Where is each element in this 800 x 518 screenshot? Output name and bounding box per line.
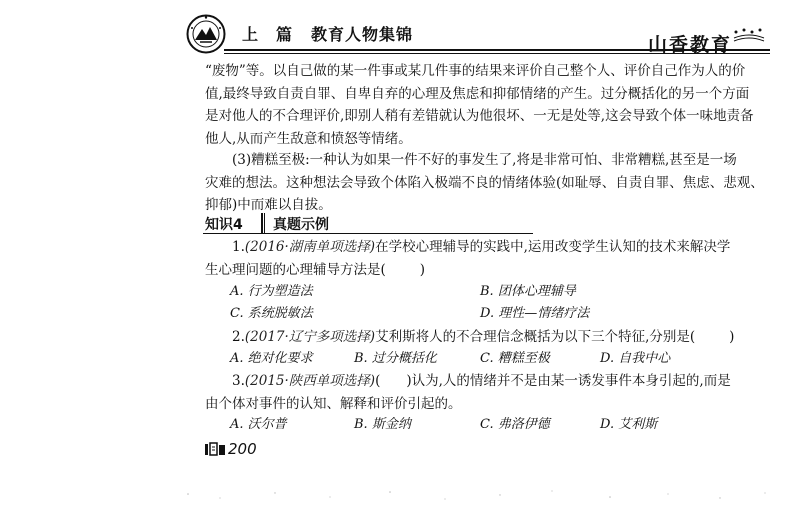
text-line: 值,最终导致自责自罪、自卑自弃的心理及焦虑和抑郁情绪的产生。过分概括化的另一个方面 <box>205 85 750 102</box>
book-mark-icon <box>204 442 226 456</box>
answer-paren-close: ) <box>729 329 735 345</box>
question-line <box>205 326 767 349</box>
text-line: 抑郁)中而难以自拔。 <box>205 197 332 213</box>
question-line <box>205 236 767 259</box>
paragraph-overgeneralization <box>205 60 767 150</box>
question-source: (2017·辽宁多项选择) <box>244 329 376 345</box>
question-stem: 认为,人的情绪并不是由某一诱发事件本身引起的,而是 <box>411 373 731 389</box>
question-2 <box>205 326 767 349</box>
option-b: B. 团体心理辅导 <box>480 284 576 299</box>
option-a: A. 沃尔普 <box>230 417 287 432</box>
option-c: C. 弗洛伊德 <box>480 417 550 432</box>
section-heading <box>203 212 533 234</box>
header-subtitle: 教育人物集锦 <box>311 25 414 44</box>
brand-name: 山香教育 <box>647 34 732 56</box>
page-number: 200 <box>228 440 257 458</box>
question-number: 3. <box>232 373 245 389</box>
option-a: A. 行为塑造法 <box>230 284 313 299</box>
header-rule-thin <box>224 53 770 54</box>
option-c: C. 系统脱敏法 <box>230 306 313 321</box>
question-1 <box>205 236 767 281</box>
section-title: 真题示例 <box>273 217 329 233</box>
section-divider <box>261 213 265 233</box>
section-underline <box>203 233 533 234</box>
text-line: (3)糟糕至极:一种认为如果一件不好的事发生了,将是非常可怕、非常糟糕,甚至是一场 <box>232 152 737 168</box>
text-line: 他人,从而产生敌意和愤怒等情绪。 <box>205 130 412 147</box>
header-part: 上 篇 <box>242 25 294 44</box>
header-rule <box>224 49 770 51</box>
text-line: “废物”等。以自己做的某一件事或某几件事的结果来评价自己整个人、评价自己作为人的价 <box>205 63 746 79</box>
option-a: A. 绝对化要求 <box>230 351 313 366</box>
option-d: D. 艾利斯 <box>600 417 658 432</box>
option-d: D. 理性—情绪疗法 <box>480 306 590 321</box>
page-footer <box>204 440 257 458</box>
section-tag: 知识4 <box>205 217 243 233</box>
question-line: 由个体对事件的认知、解释和评价引起的。 <box>205 395 462 412</box>
answer-paren-close: ) <box>419 261 426 278</box>
text-line: 是对他人的不合理评价,即别人稍有差错就认为他很坏、一无是处等,这会导致个体一味地责备 <box>205 108 754 124</box>
question-source: (2016·湖南单项选择) <box>244 239 376 255</box>
question-source: (2015·陕西单项选择) <box>244 373 376 389</box>
question-number: 2. <box>232 329 245 345</box>
option-d: D. 自我中心 <box>600 351 671 366</box>
header-title <box>242 22 413 45</box>
text-line: 灾难的想法。这种想法会导致个体陷入极端不良的情绪体验(如耻辱、自责自罪、焦虑、悲观、 <box>205 174 764 191</box>
question-stem: 在学校心理辅导的实践中,运用改变学生认知的技术来解决学 <box>375 239 731 255</box>
option-b: B. 斯金纳 <box>354 417 411 432</box>
question-number: 1. <box>232 239 245 255</box>
question-line <box>205 259 767 282</box>
brand-decoration-icon <box>732 26 766 44</box>
answer-paren-close: ) <box>406 373 412 389</box>
question-stem-cont: 生心理问题的心理辅导方法是( <box>205 261 386 278</box>
question-3 <box>205 370 767 415</box>
seal-logo-icon <box>186 14 226 54</box>
option-b: B. 过分概括化 <box>354 351 437 366</box>
paragraph-catastrophizing <box>205 149 767 217</box>
question-stem: 艾利斯将人的不合理信念概括为以下三个特征,分别是( <box>375 329 696 345</box>
question-line <box>205 370 767 393</box>
option-c: C. 糟糕至极 <box>480 351 550 366</box>
scan-noise <box>180 488 780 504</box>
answer-paren-open: ( <box>375 373 381 389</box>
page-header <box>186 14 770 56</box>
